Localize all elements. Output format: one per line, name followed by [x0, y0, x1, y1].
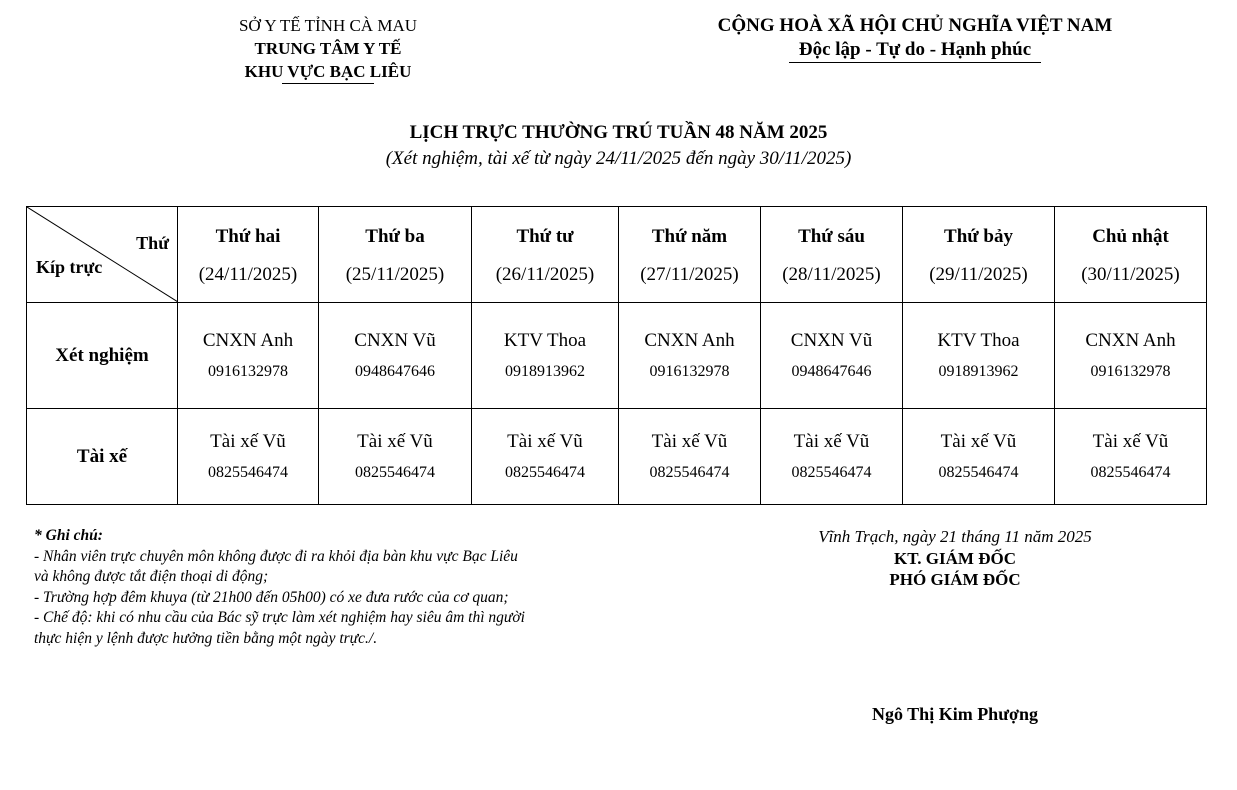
- staff-phone: 0948647646: [791, 362, 872, 380]
- day-date: (30/11/2025): [1081, 263, 1180, 285]
- document-title: LỊCH TRỰC THƯỜNG TRÚ TUẦN 48 NĂM 2025: [409, 122, 828, 143]
- signature-title-1: KT. GIÁM ĐỐC: [894, 548, 1016, 568]
- duty-cell: [1055, 303, 1207, 409]
- row-label-driver: Tài xế: [27, 409, 178, 505]
- signer-name: Ngô Thị Kim Phượng: [872, 704, 1038, 724]
- note-line: - Nhân viên trực chuyên môn không được đi ra khỏi địa bàn khu vực Bạc Liêu: [34, 547, 518, 565]
- day-name: Chủ nhật: [1092, 225, 1169, 247]
- staff-name: CNXN Anh: [202, 329, 294, 351]
- corner-diagonal-line: [27, 207, 178, 302]
- staff-name: Tài xế Vũ: [1092, 430, 1169, 452]
- day-header-4: [761, 207, 903, 303]
- agency-line-1: SỞ Y TẾ TỈNH CÀ MAU: [238, 16, 418, 35]
- staff-name: CNXN Vũ: [354, 329, 436, 351]
- staff-name: Tài xế Vũ: [793, 430, 870, 452]
- staff-name: Tài xế Vũ: [651, 430, 728, 452]
- staff-name: Tài xế Vũ: [940, 430, 1017, 452]
- row-label-lab: Xét nghiệm: [27, 303, 178, 409]
- agency-underline: [282, 83, 374, 84]
- staff-phone: 0825546474: [649, 463, 730, 481]
- day-name: Thứ hai: [215, 225, 281, 247]
- agency-line-3: KHU VỰC BẠC LIÊU: [244, 62, 412, 81]
- document-subtitle: (Xét nghiệm, tài xế từ ngày 24/11/2025 đến ngày 30/11/2025): [385, 148, 852, 169]
- staff-phone: 0918913962: [505, 362, 585, 380]
- corner-label-day: Thứ: [136, 233, 169, 253]
- duty-schedule-table: [26, 206, 1207, 505]
- day-name: Thứ năm: [651, 225, 728, 247]
- staff-phone: 0916132978: [649, 362, 730, 380]
- staff-name: CNXN Anh: [644, 329, 735, 351]
- duty-cell: [472, 303, 619, 409]
- duty-cell: [619, 409, 761, 505]
- signature-block: [770, 526, 1140, 591]
- staff-name: Tài xế Vũ: [357, 430, 433, 452]
- motto: Độc lập - Tự do - Hạnh phúc: [798, 39, 1032, 60]
- duty-cell: [761, 303, 903, 409]
- day-header-6: [1055, 207, 1207, 303]
- duty-cell: [472, 409, 619, 505]
- agency-line-2: TRUNG TÂM Y TẾ: [254, 39, 402, 58]
- day-date: (25/11/2025): [345, 263, 445, 285]
- staff-phone: 0916132978: [1090, 362, 1171, 380]
- issuing-agency-header: [172, 14, 484, 84]
- country-name: CỘNG HOÀ XÃ HỘI CHỦ NGHĨA VIỆT NAM: [717, 15, 1113, 36]
- staff-phone: 0825546474: [938, 463, 1019, 481]
- day-name: Thứ ba: [365, 225, 425, 247]
- staff-name: Tài xế Vũ: [210, 430, 286, 452]
- motto-underline: [789, 62, 1041, 63]
- staff-phone: 0918913962: [938, 362, 1019, 380]
- duty-cell: [903, 409, 1055, 505]
- note-line: - Chế độ: khi có nhu cầu của Bác sỹ trực làm xét nghiệm hay siêu âm thì người: [34, 609, 525, 626]
- day-date: (28/11/2025): [782, 263, 881, 285]
- duty-cell: [619, 303, 761, 409]
- day-date: (24/11/2025): [198, 263, 298, 285]
- national-motto-header: [690, 14, 1140, 63]
- duty-cell: [761, 409, 903, 505]
- note-line: - Trường hợp đêm khuya (từ 21h00 đến 05h00) có xe đưa rước của cơ quan;: [34, 588, 509, 606]
- corner-label-shift: Kíp trực: [36, 257, 103, 277]
- day-name: Thứ bảy: [944, 225, 1013, 247]
- staff-name: KTV Thoa: [503, 329, 587, 351]
- staff-name: CNXN Vũ: [790, 329, 873, 351]
- day-header-2: [472, 207, 619, 303]
- table-row-lab: [27, 303, 1207, 409]
- day-header-5: [903, 207, 1055, 303]
- staff-phone: 0825546474: [355, 463, 435, 481]
- day-header-0: [178, 207, 319, 303]
- duty-cell: [903, 303, 1055, 409]
- day-name: Thứ tư: [516, 225, 574, 247]
- staff-phone: 0825546474: [208, 463, 288, 481]
- staff-phone: 0916132978: [208, 362, 288, 380]
- staff-phone: 0948647646: [355, 362, 435, 380]
- note-line: và không được tắt điện thoại di động;: [34, 568, 269, 585]
- corner-cell: [27, 207, 178, 303]
- day-header-3: [619, 207, 761, 303]
- day-date: (29/11/2025): [929, 263, 1028, 285]
- staff-phone: 0825546474: [791, 463, 872, 481]
- duty-cell: [319, 303, 472, 409]
- duty-cell: [1055, 409, 1207, 505]
- staff-name: Tài xế Vũ: [507, 430, 583, 452]
- duty-cell: [178, 409, 319, 505]
- day-name: Thứ sáu: [798, 225, 865, 247]
- staff-name: KTV Thoa: [937, 329, 1020, 351]
- day-date: (27/11/2025): [640, 263, 739, 285]
- duty-cell: [319, 409, 472, 505]
- note-line: thực hiện y lệnh được hưởng tiền bằng một ngày trực./.: [34, 629, 378, 647]
- day-header-1: [319, 207, 472, 303]
- place-and-date: Vĩnh Trạch, ngày 21 tháng 11 năm 2025: [818, 527, 1092, 546]
- notes-title: * Ghi chú:: [34, 527, 103, 544]
- staff-name: CNXN Anh: [1085, 329, 1176, 351]
- table-row-driver: [27, 409, 1207, 505]
- signature-title-2: PHÓ GIÁM ĐỐC: [889, 570, 1021, 589]
- duty-cell: [178, 303, 319, 409]
- notes-section: [34, 526, 634, 649]
- staff-phone: 0825546474: [1090, 463, 1171, 481]
- staff-phone: 0825546474: [505, 463, 585, 481]
- table-header-row: [27, 207, 1207, 303]
- day-date: (26/11/2025): [495, 263, 595, 285]
